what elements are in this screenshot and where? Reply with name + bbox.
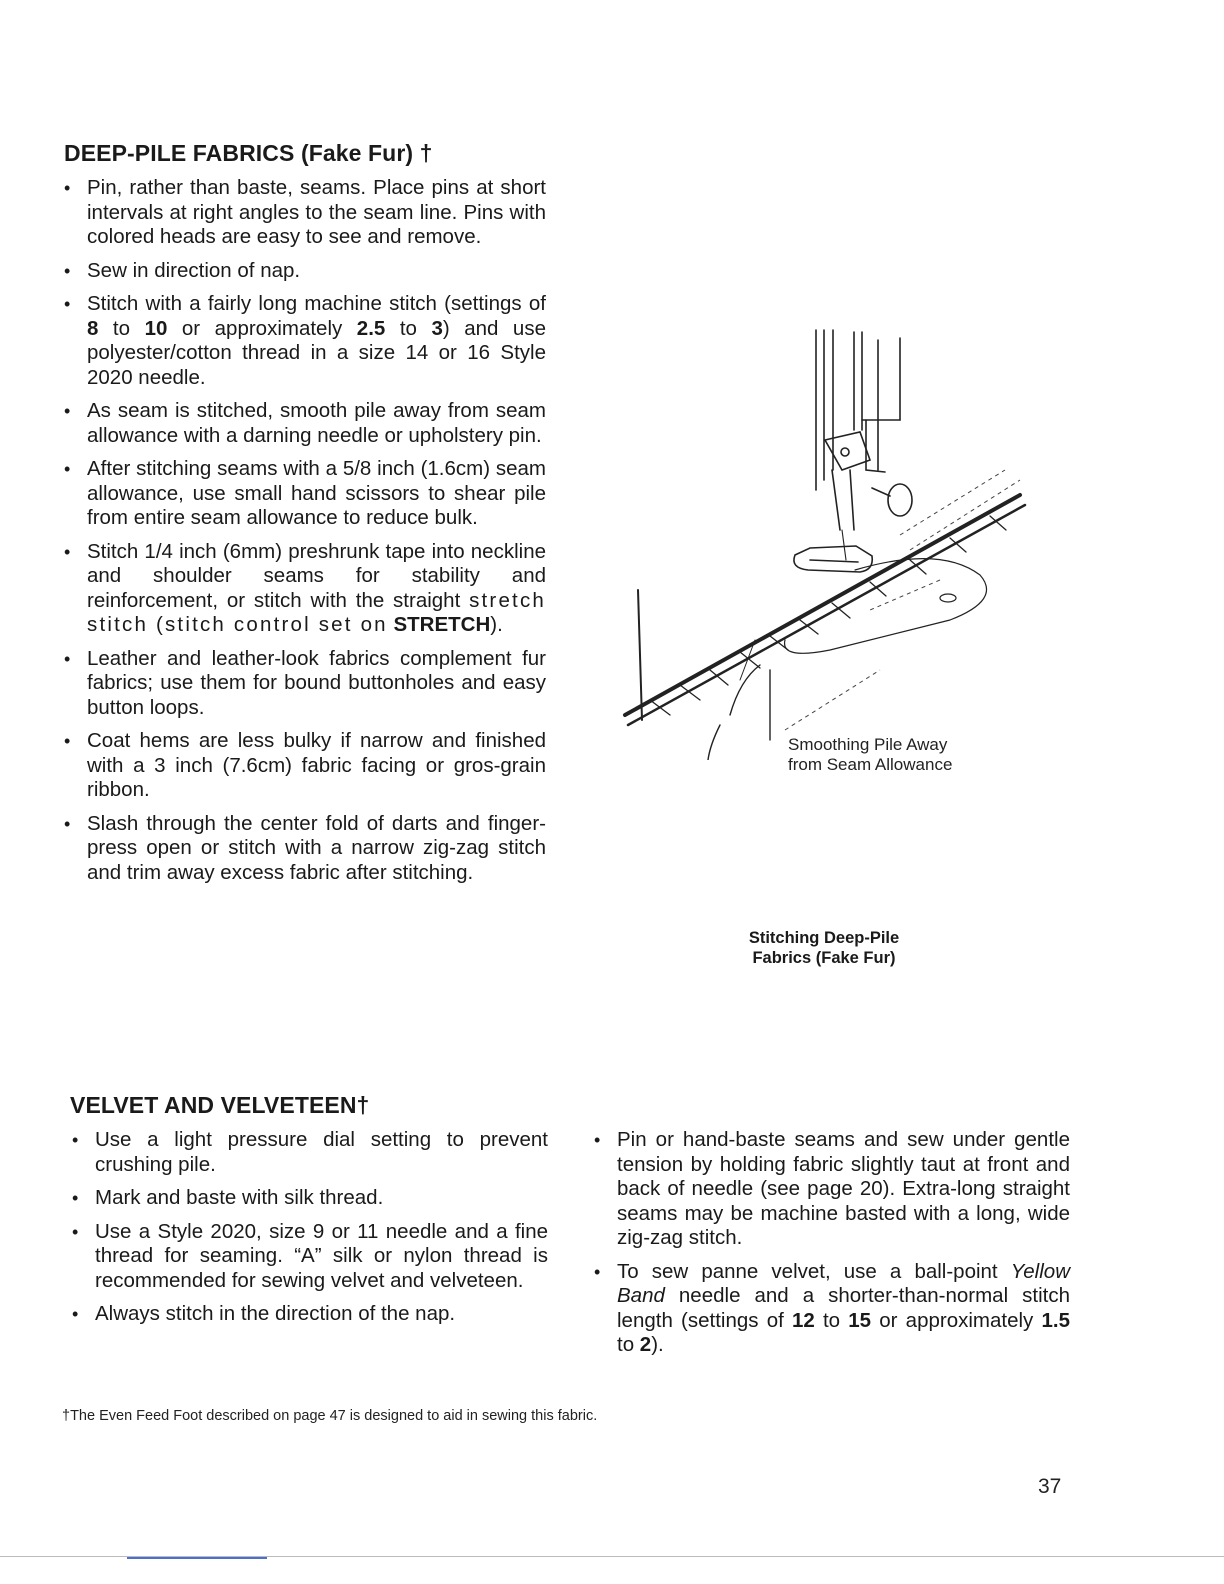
- velvet-left-bullet-list: [72, 1128, 548, 1336]
- list-item: • Stitch with a fairly long machine stitch (settings of 8 to 10 or approximately 2.5 to 3) and use polyester/cotton thread in a size 14 or 16 Style 2020 needle.: [64, 292, 546, 390]
- list-item: • Mark and baste with silk thread.: [72, 1186, 548, 1211]
- footnote: †The Even Feed Foot described on page 47 is designed to aid in sewing this fabric.: [62, 1408, 598, 1424]
- list-item: • Sew in direction of nap.: [64, 259, 546, 284]
- list-item: • After stitching seams with a 5/8 inch (1.6cm) seam allowance, use small hand scissors to shear pile from entire seam allowance to reduce bulk.: [64, 457, 546, 531]
- figure-caption: Stitching Deep-Pile Fabrics (Fake Fur): [748, 929, 900, 967]
- list-item: • Pin or hand-baste seams and sew under gentle tension by holding fabric slightly taut at front and back of needle (see page 20). Extra-long straight seams may be machine basted with a long, wide zig-zag stitch.: [594, 1128, 1070, 1251]
- deep-pile-bullet-list: [64, 176, 546, 894]
- list-item: • Coat hems are less bulky if narrow and finished with a 3 inch (7.6cm) fabric facing or gros-grain ribbon.: [64, 729, 546, 803]
- list-item: • Pin, rather than baste, seams. Place pins at short intervals at right angles to the seam line. Pins with colored heads are easy to see and remove.: [64, 176, 546, 250]
- list-item: • Always stitch in the direction of the nap.: [72, 1302, 548, 1327]
- list-item: • Use a light pressure dial setting to prevent crushing pile.: [72, 1128, 548, 1177]
- list-item: • Use a Style 2020, size 9 or 11 needle and a fine thread for seaming. “A” silk or nylon thread is recommended for sewing velvet and velveteen.: [72, 1220, 548, 1294]
- list-item: • To sew panne velvet, use a ball-point Yellow Band needle and a shorter-than-normal stitch length (settings of 12 to 15 or approximately 1.5 to 2).: [594, 1260, 1070, 1358]
- list-item: • Leather and leather-look fabrics complement fur fabrics; use them for bound buttonholes and easy button loops.: [64, 647, 546, 721]
- list-item: • As seam is stitched, smooth pile away from seam allowance with a darning needle or upholstery pin.: [64, 399, 546, 448]
- page-number: 37: [1038, 1475, 1062, 1498]
- sewing-illustration: [610, 320, 1050, 760]
- velvet-heading: VELVET AND VELVETEEN†: [70, 1092, 370, 1118]
- velvet-right-bullet-list: [594, 1128, 1070, 1367]
- list-item: • Slash through the center fold of darts and finger-press open or stitch with a narrow zig-zag stitch and trim away excess fabric after stitching.: [64, 812, 546, 886]
- scroll-indicator: [127, 1557, 267, 1559]
- list-item: • Stitch 1/4 inch (6mm) preshrunk tape into neckline and shoulder seams for stability and reinforcement, or stitch with the straight stretch stitch (stitch control set on STRETCH).: [64, 540, 546, 638]
- callout-label: Smoothing Pile Away from Seam Allowance: [788, 735, 953, 774]
- deep-pile-heading: DEEP-PILE FABRICS (Fake Fur) †: [64, 140, 433, 166]
